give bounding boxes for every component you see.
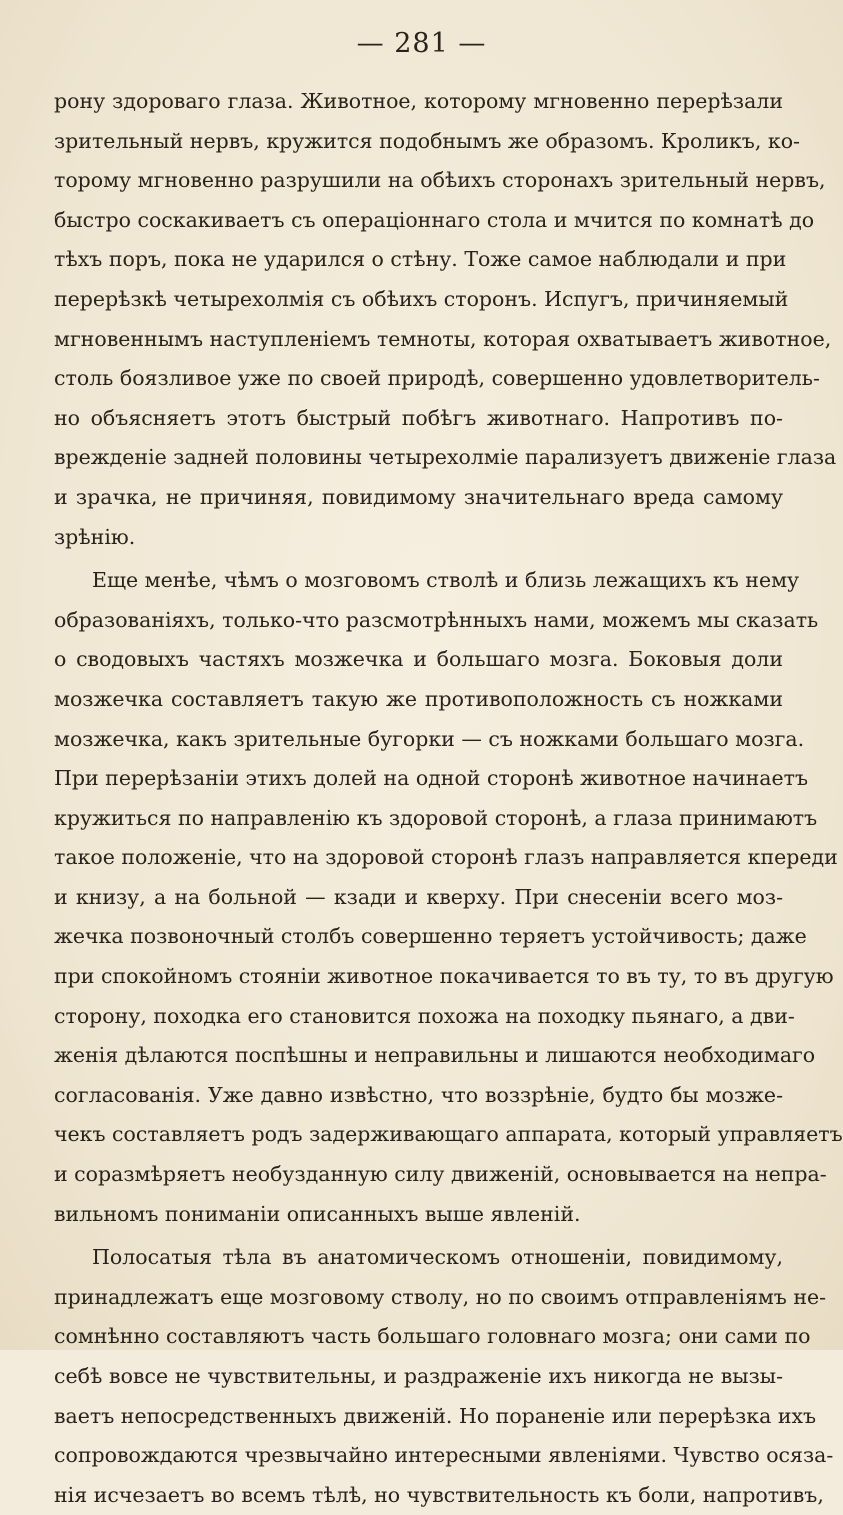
text-line: торому мгновенно разрушили на обѣихъ сторонахъ зрительный нервъ,	[54, 168, 826, 193]
text-line: образованіяхъ, только-что разсмотрѣнныхъ нами, можемъ мы сказать	[54, 607, 819, 632]
text-line: при спокойномъ стояніи животное покачивается то въ ту, то въ другую	[54, 964, 834, 989]
text-line: о сводовыхъ частяхъ мозжечка и большаго мозга. Боковыя доли	[54, 647, 783, 672]
text-line: жечка позвоночный столбъ совершенно теряетъ устойчивость; даже	[54, 924, 807, 949]
text-line: мгновеннымъ наступленіемъ темноты, которая охватываетъ животное,	[54, 326, 832, 351]
text-line: столь боязливое уже по своей природѣ, совершенно удовлетворитель-	[54, 366, 820, 391]
page-number: — 281 —	[356, 28, 487, 59]
text-line: принадлежатъ еще мозговому стволу, но по своимъ отправленіямъ не-	[54, 1284, 827, 1309]
text-line: зрительный нервъ, кружится подобнымъ же образомъ. Кроликъ, ко-	[54, 128, 800, 153]
body-text	[54, 82, 843, 1515]
text-line: зрѣнію.	[54, 524, 136, 549]
text-line: сомнѣнно составляютъ часть большаго головнаго мозга; они сами по	[54, 1324, 811, 1349]
text-line: быстро соскакиваетъ съ операціоннаго стола и мчится по комнатѣ до	[54, 207, 815, 232]
text-line: женія дѣлаются поспѣшны и неправильны и лишаются необходимаго	[54, 1043, 816, 1068]
text-line: и зрачка, не причиняя, повидимому значительнаго вреда самому	[54, 484, 783, 509]
text-line: Еще менѣе, чѣмъ о мозговомъ стволѣ и близь лежащихъ къ нему	[92, 568, 800, 593]
text-line: При перерѣзаніи этихъ долей на одной сторонѣ животное начинаетъ	[54, 766, 809, 791]
text-line: чекъ составляетъ родъ задерживающаго аппарата, который управляетъ	[54, 1122, 843, 1147]
text-line: но объясняетъ этотъ быстрый побѣгъ животнаго. Напротивъ по-	[54, 405, 783, 430]
paragraph	[54, 1238, 834, 1515]
text-line: сопровождаются чрезвычайно интересными явленіями. Чувство осяза-	[54, 1443, 834, 1468]
text-line: Полосатыя тѣла въ анатомическомъ отношеніи, повидимому,	[92, 1245, 783, 1270]
text-line: рону здороваго глаза. Животное, которому мгновенно перерѣзали	[54, 89, 783, 113]
text-line: мозжечка, какъ зрительные бугорки — съ ножками большаго мозга.	[54, 726, 805, 751]
text-line: перерѣзкѣ четырехолмія съ обѣихъ сторонъ. Испугъ, причиняемый	[54, 286, 789, 311]
text-line: вильномъ пониманіи описанныхъ выше явленій.	[54, 1201, 581, 1226]
text-line: себѣ вовсе не чувствительны, и раздраженіе ихъ никогда не вызы-	[54, 1364, 783, 1388]
paragraph	[54, 561, 843, 1234]
text-line: и соразмѣряетъ необузданную силу движеній, основывается на непра-	[54, 1162, 827, 1187]
text-line: мозжечка составляетъ такую же противоположность съ ножками	[54, 686, 783, 711]
text-line: сторону, походка его становится похожа на походку пьянаго, а дви-	[54, 1003, 795, 1028]
text-line: врежденіе задней половины четырехолміе парализуетъ движеніе глаза	[54, 445, 837, 470]
text-line: нія исчезаетъ во всемъ тѣлѣ, но чувствительность къ боли, напротивъ,	[54, 1482, 824, 1507]
text-line: согласованія. Уже давно извѣстно, что воззрѣніе, будто бы мозже-	[54, 1082, 783, 1107]
text-line: кружиться по направленію къ здоровой сторонѣ, а глаза принимаютъ	[54, 805, 818, 830]
paragraph	[54, 82, 837, 557]
text-line: тѣхъ поръ, пока не ударился о стѣну. Тоже самое наблюдали и при	[54, 247, 787, 272]
text-line: такое положеніе, что на здоровой сторонѣ глазъ направляется кпереди	[54, 845, 838, 870]
text-line: и книзу, а на больной — кзади и кверху. При снесеніи всего моз-	[54, 884, 783, 909]
text-line: ваетъ непосредственныхъ движеній. Но пораненіе или перерѣзка ихъ	[54, 1403, 817, 1428]
